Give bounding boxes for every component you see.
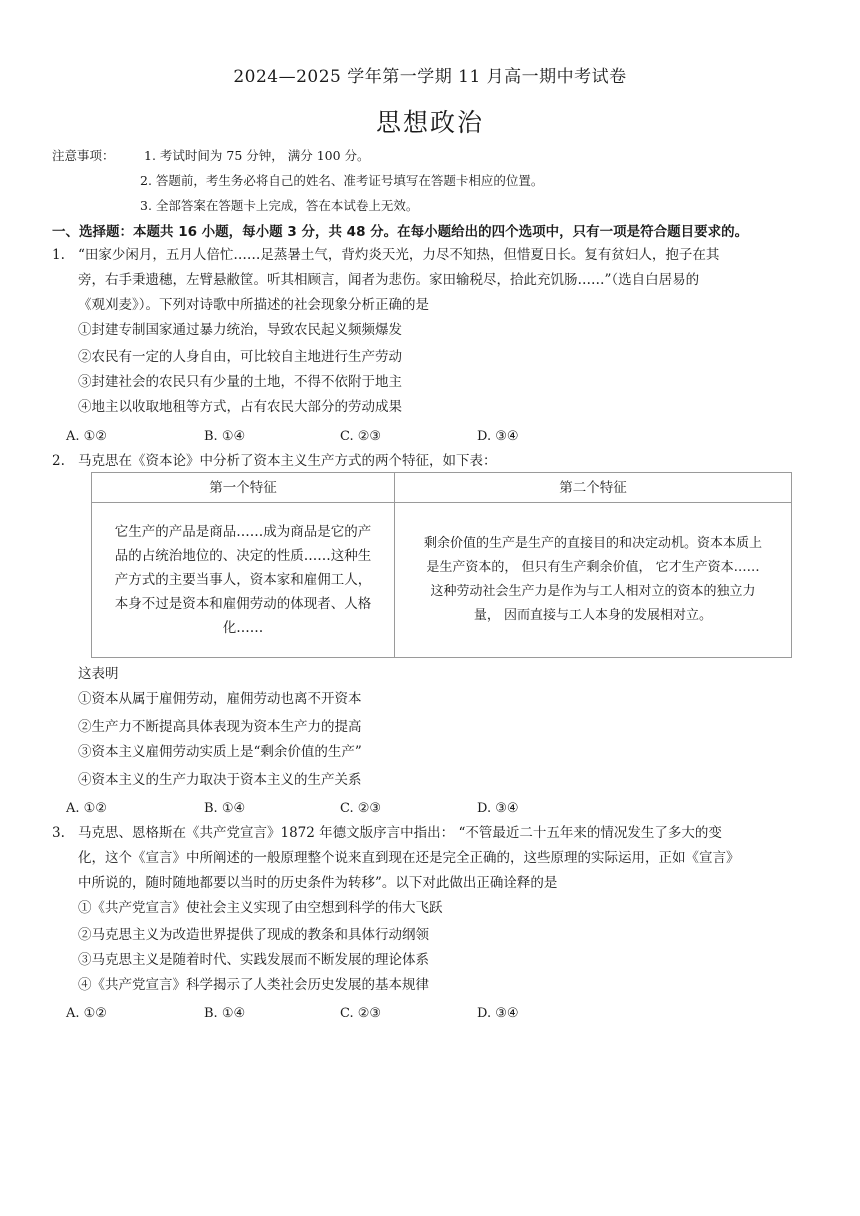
statement: ④资本主义的生产力取决于资本主义的生产关系 xyxy=(78,772,362,788)
question-number: 1. xyxy=(52,247,65,263)
subject-title: 思想政治 xyxy=(375,108,484,137)
statement: ①《共产党宣言》使社会主义实现了由空想到科学的伟大飞跃 xyxy=(78,900,443,916)
option-a: A. ①② xyxy=(66,429,107,444)
option-d: D. ③④ xyxy=(477,1006,519,1021)
question-stem-line: 《观刈麦》）。下列对诗歌中所描述的社会现象分析正确的是 xyxy=(78,297,429,313)
option-c: C. ②③ xyxy=(340,1006,382,1021)
exam-title: 2024—2025 学年第一学期 11 月高一期中考试卷 xyxy=(233,67,627,87)
cell-line: 它生产的产品是商品……成为商品是它的产 xyxy=(114,524,372,540)
statement: ②生产力不断提高具体表现为资本生产力的提高 xyxy=(78,719,362,735)
statement: ③马克思主义是随着时代、实践发展而不断发展的理论体系 xyxy=(78,952,429,968)
notice-item: 3. 全部答案在答题卡上完成，答在本试卷上无效。 xyxy=(140,198,419,213)
option-b: B. ①④ xyxy=(204,801,246,816)
cell-line: 是生产资本的， 但只有生产剩余价值， 它才生产资本…… xyxy=(426,560,760,575)
table-cell-first-feature xyxy=(92,503,395,658)
notice-item: 1. 考试时间为 75 分钟， 满分 100 分。 xyxy=(144,148,370,163)
question-stem-line: “田家少闲月，五月人倍忙……足蒸暑土气，背灼炎天光，力尽不知热，但惜夏日长。复有贫妇人，抱子在其 xyxy=(78,247,720,263)
statement: ③封建社会的农民只有少量的土地，不得不依附于地主 xyxy=(78,374,402,390)
notice-block xyxy=(52,147,832,222)
statement: ①资本从属于雇佣劳动，雇佣劳动也离不开资本 xyxy=(78,691,362,707)
cell-line: 这种劳动社会生产力是作为与工人相对立的资本的独立力 xyxy=(430,584,756,599)
statement: ④《共产党宣言》科学揭示了人类社会历史发展的基本规律 xyxy=(78,977,429,993)
table-cell-second-feature xyxy=(395,503,792,658)
cell-line: 量， 因而直接与工人本身的发展相对立。 xyxy=(473,608,713,623)
option-d: D. ③④ xyxy=(477,429,519,444)
cell-line: 本身不过是资本和雇佣劳动的体现者、人格 xyxy=(114,596,372,612)
cell-line: 化…… xyxy=(222,620,264,636)
option-c: C. ②③ xyxy=(340,801,382,816)
option-b: B. ①④ xyxy=(204,429,246,444)
table-header: 第二个特征 xyxy=(395,473,792,503)
cell-line: 剩余价值的生产是生产的直接目的和决定动机。资本本质上 xyxy=(423,536,762,551)
statement: ②农民有一定的人身自由，可比较自主地进行生产劳动 xyxy=(78,349,402,365)
question-follow: 这表明 xyxy=(78,666,119,682)
question-stem-line: 旁，右手秉遗穗，左臂悬敝筐。听其相顾言，闻者为悲伤。家田输税尽，拾此充饥肠……”（选自白居易的 xyxy=(78,272,700,288)
notice-lead: 注意事项： xyxy=(52,148,115,163)
table-header: 第一个特征 xyxy=(92,473,395,503)
statement: ④地主以收取地租等方式，占有农民大部分的劳动成果 xyxy=(78,399,402,415)
option-c: C. ②③ xyxy=(340,429,382,444)
question-stem-line: 马克思、恩格斯在《共产党宣言》1872 年德文版序言中指出： “不管最近二十五年来的情况发生了多大的变 xyxy=(78,825,722,841)
section-heading: 一、选择题：本题共 16 小题，每小题 3 分，共 48 分。在每小题给出的四个选项中，只有一项是符合题目要求的。 xyxy=(52,224,749,240)
statement: ③资本主义雇佣劳动实质上是“剩余价值的生产” xyxy=(78,744,362,760)
option-a: A. ①② xyxy=(66,801,107,816)
question-number: 2. xyxy=(52,453,65,469)
notice-item: 2. 答题前，考生务必将自己的姓名、准考证号填写在答题卡相应的位置。 xyxy=(140,173,544,188)
option-d: D. ③④ xyxy=(477,801,519,816)
question-stem-line: 马克思在《资本论》中分析了资本主义生产方式的两个特征，如下表： xyxy=(78,453,497,469)
features-table xyxy=(91,472,792,658)
cell-line: 品的占统治地位的、决定的性质……这种生 xyxy=(114,548,372,564)
option-a: A. ①② xyxy=(66,1006,107,1021)
option-b: B. ①④ xyxy=(204,1006,246,1021)
statement: ②马克思主义为改造世界提供了现成的教条和具体行动纲领 xyxy=(78,927,429,943)
statement: ①封建专制国家通过暴力统治，导致农民起义频频爆发 xyxy=(78,322,402,338)
question-stem-line: 中所说的，随时随地都要以当时的历史条件为转移”。以下对此做出正确诠释的是 xyxy=(78,875,558,891)
question-number: 3. xyxy=(52,825,65,841)
cell-line: 产方式的主要当事人，资本家和雇佣工人， xyxy=(114,572,372,588)
question-stem-line: 化，这个《宣言》中所阐述的一般原理整个说来直到现在还是完全正确的，这些原理的实际运用，正如《宣言》 xyxy=(78,850,740,866)
